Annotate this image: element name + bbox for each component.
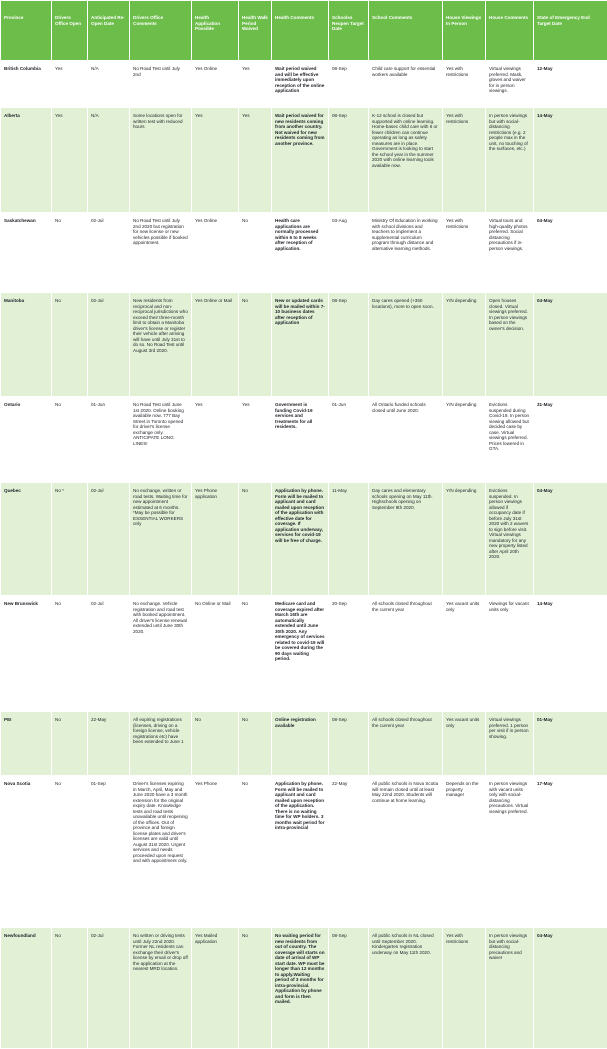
header-schools-reopen-target-date: Schoolss Reopen Target Date [329,1,369,61]
cell-schools-reopen-target-date: 01-Jun [329,397,369,483]
cell-health-walk-period-waived: No [239,213,272,293]
cell-school-comments: K-12 school is closed but supported with online learning. Home-basec child care with 6 or fewer children can continue operating as long as safety measures are in place. Government is looking to start the school year in the summer 2020 with online learning tools available now. [369,108,443,213]
cell-state-of-emergency-end-target-date: 17-May [534,776,607,928]
cell-drivers-office-comments: All expiring registrations (licenses, driving on a foreign license, vehicle registrations etc) have been extended to June 1 [130,712,192,776]
cell-school-comments: Child care support for essential workers available [369,61,443,108]
cell-health-walk-period-waived: No [239,596,272,712]
cell-health-walk-period-waived: Yes [239,61,272,108]
cell-province: British Columbia [1,61,52,108]
cell-drivers-office-comments: No Road Test until July 2nd [130,61,192,108]
cell-house-viewings-in-person: Yes vacant units only [443,596,486,712]
table-row [1,213,607,293]
cell-drivers-office-open: No [52,596,88,712]
cell-anticipated-reopen-date: 02-Jul [88,596,130,712]
cell-health-walk-period-waived: No [239,776,272,928]
cell-state-of-emergency-end-target-date: 04-May [534,928,607,1049]
cell-anticipated-reopen-date: 22-May [88,712,130,776]
header-state-of-emergency-end-target-date: State of Emergency End Target Date [534,1,607,61]
table-row [1,776,607,928]
cell-health-application-possible: Yes Online [192,213,239,293]
cell-house-comments: Virtual viewings preferred. Mask, gloves and waiver for in person viewings. [486,61,534,108]
cell-anticipated-reopen-date: 01-Jun [88,397,130,483]
cell-state-of-emergency-end-target-date: 04-May [534,213,607,293]
cell-house-comments: Evictions suspended during Covid-19. In person viewing allowed but decided case by case. Virtual viewings preferred. Prices lowered in GTA. [486,397,534,483]
cell-house-comments: Virtual viewings preferred. 1 person per visit if in person showing. [486,712,534,776]
cell-house-comments: Virtual tours and high-quality photos preferred. Social distancing precautions if in-person viewings. [486,213,534,293]
cell-health-comments: Health care applications are normally processed within 6 to 8 weeks after reception of application. [272,213,329,293]
cell-health-walk-period-waived: Yes [239,397,272,483]
cell-drivers-office-open: No [52,293,88,397]
header-anticipated-reopen-date: Anticipated Re-Open Date [88,1,130,61]
cell-school-comments: All schools closed throughout the current year [369,596,443,712]
cell-school-comments: Day cares opened (+350 locations), more to open soon. [369,293,443,397]
header-school-comments: School Comments [369,1,443,61]
cell-school-comments: All public schools in Nova Scotia will remain closed until at least May 22nd 2020. Students will continue at home learning. [369,776,443,928]
header-health-comments: Health Comments [272,1,329,61]
cell-health-comments: Wait period waived and will be effective immediately upon reception of the online application [272,61,329,108]
cell-schools-reopen-target-date: 08-Sep [329,928,369,1049]
table-row [1,293,607,397]
cell-province: Nova Scotia [1,776,52,928]
cell-drivers-office-comments: No written or driving tests until July 22nd 2020. Former NL residents can exchange their driver's license by email or drop off the application at the nearest MRD location. [130,928,192,1049]
cell-drivers-office-comments: New residents from reciprocal and non-reciprocal jurisdictions who exceed their three-month limit to obtain a Manitoba driver's license or register their vehicle after arriving will have until July 31st to do so. No Road Test until August 3rd 2020. [130,293,192,397]
cell-drivers-office-comments: No Road Test until July 2nd 2020 but registration for new license or new vehicles possible if booked appointment. [130,213,192,293]
cell-school-comments: All Ontario funded schools closed until June 2020. [369,397,443,483]
table-row [1,61,607,108]
cell-anticipated-reopen-date: N/A [88,108,130,213]
cell-schools-reopen-target-date: 08-Sep [329,712,369,776]
header-health-walk-period-waived: Health Walk Period Waived [239,1,272,61]
cell-drivers-office-open: No [52,397,88,483]
cell-health-comments: New or updated cards will be mailed within 7-10 business dates after reception of application [272,293,329,397]
cell-state-of-emergency-end-target-date: 14-May [534,108,607,213]
cell-health-application-possible: Yes [192,397,239,483]
cell-drivers-office-open: No [52,712,88,776]
cell-health-comments: Medicare card and coverage expired after March 16th are automatically extended until June 30th 2020. Any emergency of services related to covid-19 will be covered during the 90 days waiting period. [272,596,329,712]
cell-schools-reopen-target-date: 08-Sep [329,61,369,108]
cell-province: PEI [1,712,52,776]
cell-province: New Brunswick [1,596,52,712]
cell-health-application-possible: Yes Phone application [192,483,239,596]
cell-health-application-possible: Yes [192,108,239,213]
cell-health-application-possible: Yes Phone [192,776,239,928]
header-row [1,1,607,61]
cell-drivers-office-open: Yes [52,108,88,213]
cell-anticipated-reopen-date: 02-Jul [88,213,130,293]
cell-house-comments: Viewings for vacant units only [486,596,534,712]
cell-anticipated-reopen-date: 02-Jul [88,483,130,596]
header-province: Province [1,1,52,61]
cell-schools-reopen-target-date: 20-Sep [329,596,369,712]
cell-province: Saskatchewan [1,213,52,293]
cell-drivers-office-comments: No exchange, written or road tests. Waiting time for new appointment estimated at 6 months. *May be possible for ESSENTIAL WORKERS only [130,483,192,596]
cell-schools-reopen-target-date: 11-May [329,483,369,596]
cell-schools-reopen-target-date: 08-Sep [329,108,369,213]
cell-house-viewings-in-person: Yes with restrictions [443,213,486,293]
cell-drivers-office-comments: Some locations open for written test with reduced hours [130,108,192,213]
cell-health-comments: Wait period waived for new residents coming from another country. Not waived for new residents coming from another province. [272,108,329,213]
table-row [1,928,607,1049]
header-house-comments: House Comments [486,1,534,61]
cell-anticipated-reopen-date: N/A [88,61,130,108]
header-house-viewings-in-person: House Viewings In Person [443,1,486,61]
cell-province: Manitoba [1,293,52,397]
cell-drivers-office-comments: No exchange. Vehicle registration and road test with booked appointment. All driver's license renewal extended until June 30th 2020. [130,596,192,712]
cell-school-comments: Ministry Of Education in working with school divisions and teachers to implement a supplemental curriculum program through distance and alternative learning methods. [369,213,443,293]
cell-house-comments: In person viewings but with social-distancing precautions and waiver [486,928,534,1049]
cell-house-viewings-in-person: Yes with restrictions [443,61,486,108]
cell-health-walk-period-waived: Yes [239,108,272,213]
cell-drivers-office-open: No [52,213,88,293]
cell-house-comments: Evictions suspended. In person viewings allowed if occupancy date if before July 31st 2020 with 2 wavers to sign before visit. Virtual viewings mandatory for any new property listed after April 20th 2020. [486,483,534,596]
cell-anticipated-reopen-date: 01-Sep [88,776,130,928]
cell-health-comments: Government is funding Covid-19 services and treatments for all residents. [272,397,329,483]
cell-health-application-possible: No [192,712,239,776]
cell-health-application-possible: Yes Mailed application [192,928,239,1049]
cell-schools-reopen-target-date: 08-Sep [329,293,369,397]
cell-health-walk-period-waived: No [239,928,272,1049]
cell-health-comments: Application by phone. Form will be mailed to applicant and card mailed upon reception of the application with effective date for coverage. If application underway, services for covid-19 will be free of charge. [272,483,329,596]
cell-province: Quebec [1,483,52,596]
header-drivers-office-open: Drivers Office Open [52,1,88,61]
cell-health-walk-period-waived: No [239,712,272,776]
header-drivers-office-comments: Drivers Office Comments [130,1,192,61]
cell-house-viewings-in-person: Y/N depending [443,483,486,596]
table-row [1,108,607,213]
header-health-application-possible: Health Application Possible [192,1,239,61]
cell-house-viewings-in-person: Y/N depending [443,397,486,483]
cell-drivers-office-open: No [52,928,88,1049]
cell-drivers-office-open: Yes [52,61,88,108]
cell-health-application-possible: Yes Online or Mail [192,293,239,397]
cell-state-of-emergency-end-target-date: 31-May [534,397,607,483]
table-row [1,397,607,483]
cell-state-of-emergency-end-target-date: 01-May [534,712,607,776]
cell-province: Ontario [1,397,52,483]
cell-health-application-possible: Yes Online [192,61,239,108]
cell-state-of-emergency-end-target-date: 12-May [534,61,607,108]
table-row [1,712,607,776]
cell-state-of-emergency-end-target-date: 04-May [534,483,607,596]
cell-anticipated-reopen-date: 02-Jul [88,293,130,397]
cell-anticipated-reopen-date: 02-Jul [88,928,130,1049]
cell-house-viewings-in-person: Depends on the property manager [443,776,486,928]
cell-state-of-emergency-end-target-date: 14-May [534,596,607,712]
cell-health-walk-period-waived: No [239,293,272,397]
table-row [1,483,607,596]
cell-school-comments: Day cares and elementary schools opening on May 11th. Highschools opening on September 8th 2020. [369,483,443,596]
cell-schools-reopen-target-date: 03-Aug [329,213,369,293]
cell-school-comments: All public schools in NL closed until September 2020. Kindergarten registration underway on May 11th 2020. [369,928,443,1049]
cell-house-comments: In person viewings but with social-distancing restrictions (e.g. 2 people max in the unit, no touching of the surfaces, etc.) [486,108,534,213]
cell-school-comments: All schools closed throughout the current year [369,712,443,776]
cell-house-viewings-in-person: Yes with restrictions [443,108,486,213]
cell-drivers-office-comments: Driver's licenses expiring in March, April, May and June 2020 have a 3 month extension for the original expiry date. Knowledge tests and road tests unavailable until reopening of the offices. Out of province and foreign license plates and driver's licenses are valid until August 31st 2020. Urgent services and needs proceeded upon request and with appointment only. [130,776,192,928]
cell-health-comments: Online registration available [272,712,329,776]
cell-house-viewings-in-person: Yes with restrictions [443,928,486,1049]
cell-health-walk-period-waived: No [239,483,272,596]
cell-house-viewings-in-person: Y/N depending [443,293,486,397]
cell-health-application-possible: No Online or Mail [192,596,239,712]
cell-province: Newfoundland [1,928,52,1049]
cell-health-comments: Application by phone. Form will be mailed to applicant and card mailed upon reception of the application. There is no waiting time for WP holders. 3 months wait period for intra-provincial [272,776,329,928]
table-row [1,596,607,712]
cell-state-of-emergency-end-target-date: 04-May [534,293,607,397]
cell-drivers-office-open: No * [52,483,88,596]
cell-house-comments: In person viewings with vacant units only with social-distancing precautions. Virtual viewings preferred. [486,776,534,928]
cell-drivers-office-open: No [52,776,88,928]
cell-drivers-office-comments: No Road Test until June 1st 2020. Online booking available now. 777 Bay Street in Toronto opened for driver's license exchange only. ANTICIPATE LONG LINES! [130,397,192,483]
cell-schools-reopen-target-date: 22-May [329,776,369,928]
cell-province: Alberta [1,108,52,213]
cell-health-comments: No waiting period for new residents from out of country. The coverage will starts on date of arrival of WP start date. WP must be longer than 12 months to apply.Waiting period of 3 months for intra-provincial. Application by phone and form is then mailed. [272,928,329,1049]
cell-house-viewings-in-person: Yes vacant units only [443,712,486,776]
cell-house-comments: Open houses closed. Virtual viewings preferred. In person viewings based on the owner's decision. [486,293,534,397]
